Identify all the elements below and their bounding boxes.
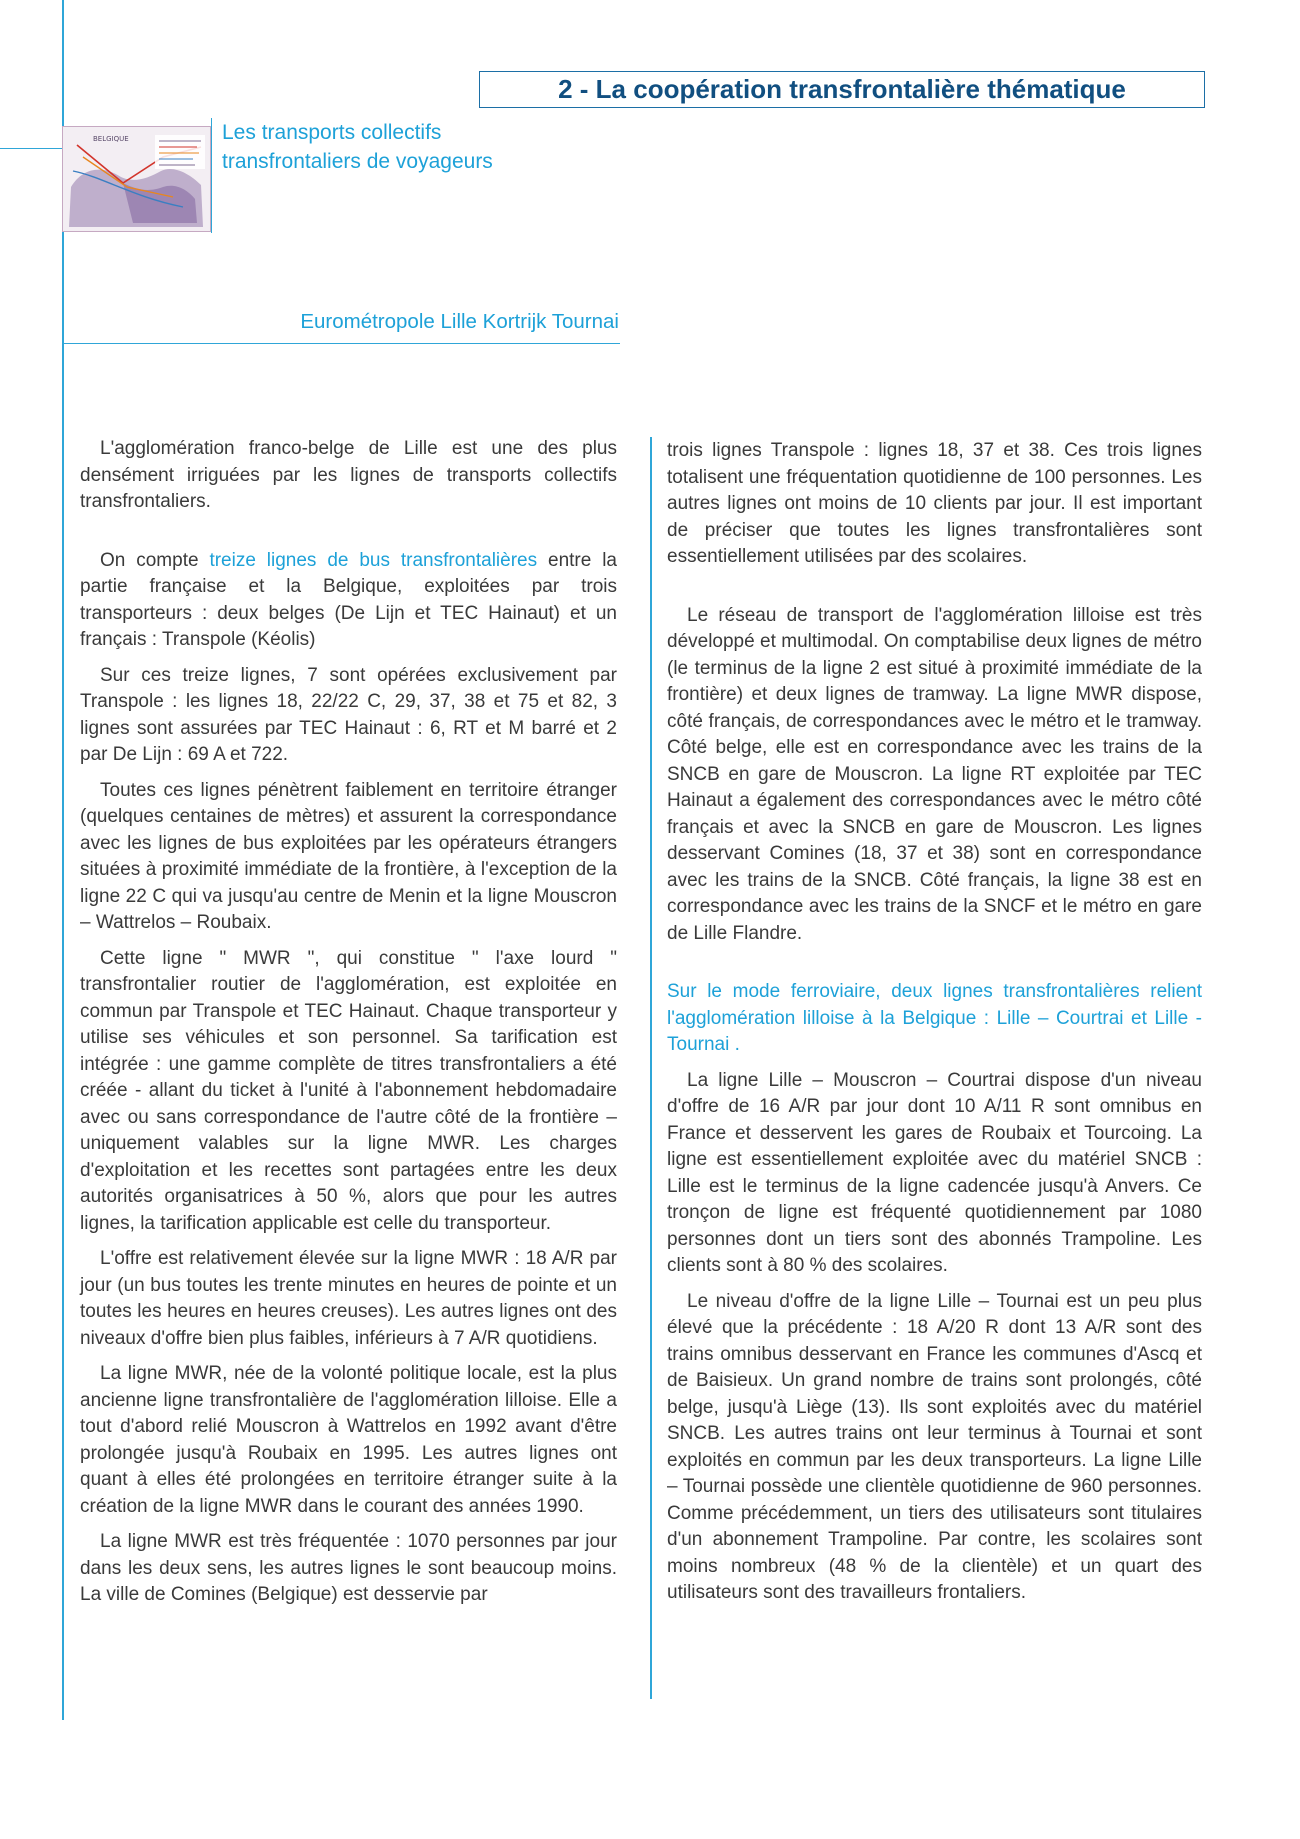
- section-title: 2 - La coopération transfrontalière thématique: [558, 74, 1126, 104]
- paragraph: Le niveau d'offre de la ligne Lille – Tournai est un peu plus élevé que la précédente : 18 A/20 R dont 13 A/R sont des trains omnibus desservant en France les communes d'Ascq et de Baisieux. Un grand nombre de trains sont prolongés, côté belge, jusqu'à Liège (13). Ils sont exploités avec du matériel SNCB. Les autres trains ont leur terminus à Tournai et sont exploités en commun par les deux transporteurs. La ligne Lille – Tournai possède une clientèle quotidienne de 960 personnes. Comme précédemment, un tiers des utilisateurs sont titulaires d'un abonnement Trampoline. Par contre, les scolaires sont moins nombreux (48 % de la clientèle) et un quart des utilisateurs sont des travailleurs frontaliers.: [667, 1290, 1202, 1603]
- paragraph: [80, 548, 617, 654]
- paragraph: Cette ligne " MWR ", qui constitue " l'axe lourd " transfrontalier routier de l'agglomération, est exploitée en commun par Transpole et TEC Hainaut. Chaque transporteur y utilise ses véhicules et son personnel. Sa tarification est intégrée : une gamme complète de titres transfrontaliers a été créée - allant du ticket à l'unité à l'abonnement hebdomadaire avec ou sans correspondance de l'autre côté de la frontière – uniquement valables sur la ligne MWR. Les charges d'exploitation et les recettes sont partagées entre les deux autorités organisatrices à 50 %, alors que pour les autres lignes, la tarification applicable est celle du transporteur.: [80, 947, 617, 1234]
- thumbnail-label: BELGIQUE: [93, 135, 129, 143]
- text-column-1: [80, 436, 617, 1618]
- paragraph: Sur ces treize lignes, 7 sont opérées exclusivement par Transpole : les lignes 18, 22/22 C, 29, 37, 38 et 75 et 82, 3 lignes sont assurées par TEC Hainaut : 6, RT et M barré et 2 par De Lijn : 69 A et 722.: [80, 664, 617, 765]
- subtitle: [222, 118, 582, 176]
- paragraph: La ligne Lille – Mouscron – Courtrai dispose d'un niveau d'offre de 16 A/R par jour dont 10 A/11 R sont omnibus en France et desservent les gares de Roubaix et Tourcoing. La ligne est essentiellement exploitée avec du matériel SNCB : Lille est le terminus de la ligne cadencée jusqu'à Anvers. Ce tronçon de ligne est fréquenté quotidiennement par 1080 personnes dont un tiers sont des abonnés Trampoline. Les clients sont à 80 % des scolaires.: [667, 1069, 1202, 1276]
- paragraph: trois lignes Transpole : lignes 18, 37 et 38. Ces trois lignes totalisent une fréquentation quotidienne de 100 personnes. Les autres lignes ont moins de 10 clients par jour. Il est important de préciser que toutes les lignes transfrontalières sont essentiellement utilisées par des scolaires.: [667, 440, 1202, 567]
- highlight-paragraph: Sur le mode ferroviaire, deux lignes transfrontalières relient l'agglomération lilloise à la Belgique : Lille – Courtrai et Lille - Tournai .: [667, 981, 1202, 1055]
- map-thumbnail: [62, 126, 211, 232]
- map-thumbnail-graphic: [63, 127, 211, 232]
- paragraph: Le réseau de transport de l'agglomération lilloise est très développé et multimodal. On comptabilise deux lignes de métro (le terminus de la ligne 2 est situé à proximité immédiate de la frontière) et deux lignes de tramway. La ligne MWR dispose, côté français, de correspondances avec le métro et le tramway. Côté belge, elle est en correspondance avec les trains de la SNCB en gare de Mouscron. La ligne RT exploitée par TEC Hainaut a également des correspondances avec le métro côté français et avec la SNCB en gare de Mouscron. Les lignes desservant Comines (18, 37 et 38) sont en correspondance avec les trains de la SNCB. Côté français, la ligne 38 est en correspondance avec les trains de la SNCF et le métro en gare de Lille Flandre.: [667, 604, 1202, 944]
- paragraph: L'agglomération franco-belge de Lille est une des plus densément irriguées par les lignes de transports collectifs transfrontaliers.: [80, 438, 617, 512]
- paragraph-text: On compte: [100, 549, 210, 571]
- highlight-text: treize lignes de bus transfrontalières: [209, 549, 538, 571]
- paragraph: L'offre est relativement élevée sur la ligne MWR : 18 A/R par jour (un bus toutes les trente minutes en heures de pointe et un toutes les heures en heures creuses). Les autres lignes ont des niveaux d'offre bien plus faibles, inférieurs à 7 A/R quotidiens.: [80, 1248, 617, 1349]
- paragraph: La ligne MWR est très fréquentée : 1070 personnes par jour dans les deux sens, les autres lignes le sont beaucoup moins. La ville de Comines (Belgique) est desservie par: [80, 1531, 617, 1605]
- subtitle-line-1: Les transports collectifs: [222, 121, 442, 144]
- left-margin-rule: [62, 0, 64, 1720]
- region-heading: Eurométropole Lille Kortrijk Tournai: [300, 310, 619, 333]
- paragraph: Toutes ces lignes pénètrent faiblement en territoire étranger (quelques centaines de mètres) et assurent la correspondance avec les lignes de bus exploitées par les opérateurs étrangers situées à proximité immédiate de la frontière, à l'exception de la ligne 22 C qui va jusqu'au centre de Menin et la ligne Mouscron – Wattrelos – Roubaix.: [80, 779, 617, 933]
- paragraph-text: entre la partie française et la Belgique, exploitées par trois transporteurs : deux belges (De Lijn et TEC Hainaut) et un français : Transpole (Kéolis): [80, 549, 617, 650]
- column-divider: [650, 437, 652, 1699]
- text-column-2: [667, 438, 1202, 1616]
- subtitle-line-2: transfrontaliers de voyageurs: [222, 150, 493, 173]
- paragraph: La ligne MWR, née de la volonté politique locale, est la plus ancienne ligne transfrontalière de l'agglomération lilloise. Elle a tout d'abord relié Mouscron à Wattrelos en 1992 avant d'être prolongée jusqu'à Roubaix en 1995. Les autres lignes ont quant à elles été prolongées en territoire étranger suite à la création de la ligne MWR dans le courant des années 1990.: [80, 1363, 617, 1517]
- header-rule: [62, 343, 620, 344]
- thumbnail-side-rule: [211, 118, 212, 233]
- section-title-box: [479, 71, 1205, 108]
